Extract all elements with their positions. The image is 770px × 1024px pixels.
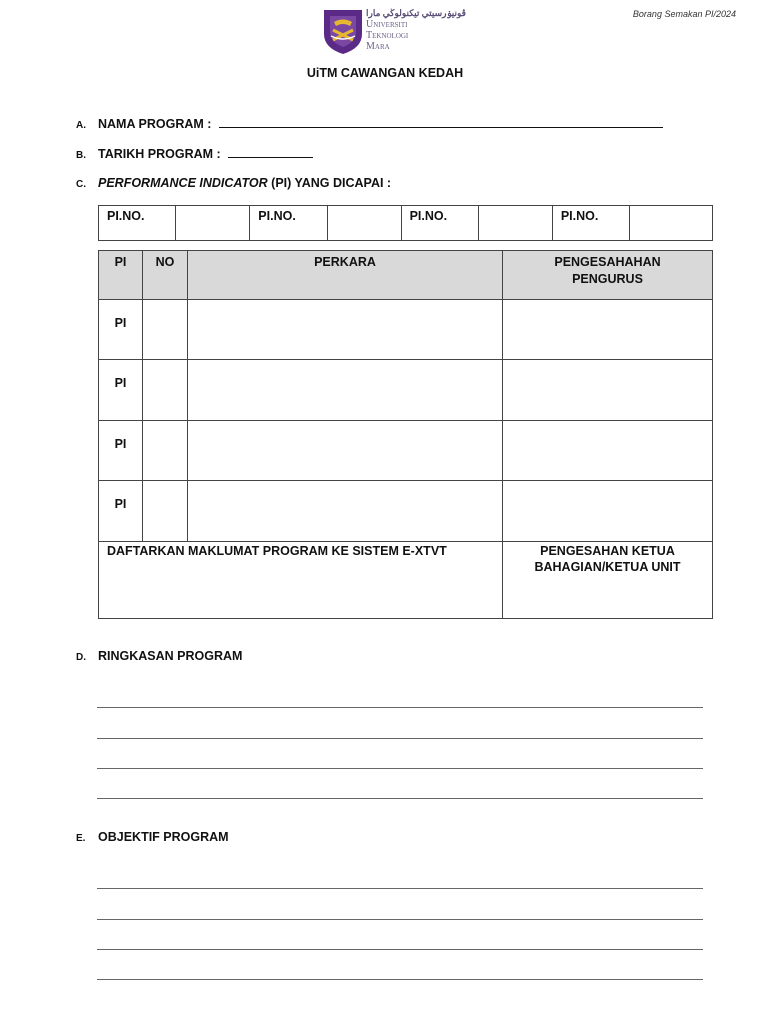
summary-line-3[interactable]: [97, 768, 703, 769]
row-pi-label: PI: [99, 300, 143, 360]
row-no-cell[interactable]: [143, 360, 188, 421]
row-no-cell[interactable]: [143, 300, 188, 360]
row-pengesahan-cell[interactable]: [503, 481, 713, 542]
pi-no-value-4[interactable]: [630, 206, 713, 241]
table-row: [99, 481, 713, 542]
page-title: UiTM CAWANGAN KEDAH: [306, 66, 464, 80]
head-verification-text: PENGESAHAN KETUA BAHAGIAN/KETUA UNIT: [534, 544, 681, 574]
section-a-letter: A.: [76, 120, 86, 131]
pi-no-label-2: PI.NO.: [250, 206, 327, 241]
row-pi-label: PI: [99, 421, 143, 481]
logo-line3: Mara: [366, 41, 390, 52]
row-no-cell[interactable]: [143, 481, 188, 542]
section-c-label-italic: PERFORMANCE INDICATOR: [98, 176, 268, 190]
header-pengesahan-text: PENGESAHAHAN PENGURUS: [554, 255, 661, 286]
section-d: [76, 649, 242, 663]
row-perkara-cell[interactable]: [188, 360, 503, 421]
logo-jawi: ڤونيۏرسيتي تيكنولوڬي مارا: [366, 8, 466, 18]
section-b: [76, 147, 313, 161]
objective-line-2[interactable]: [97, 919, 703, 920]
row-perkara-cell[interactable]: [188, 421, 503, 481]
row-pengesahan-cell[interactable]: [503, 300, 713, 360]
header-pengesahan: [503, 251, 713, 300]
section-c: [76, 176, 391, 190]
summary-line-4[interactable]: [97, 798, 703, 799]
pi-no-label-1: PI.NO.: [99, 206, 176, 241]
objective-line-3[interactable]: [97, 949, 703, 950]
row-no-cell[interactable]: [143, 421, 188, 481]
row-pengesahan-cell[interactable]: [503, 421, 713, 481]
register-xtvt-cell[interactable]: DAFTARKAN MAKLUMAT PROGRAM KE SISTEM E-XTVT: [99, 542, 503, 619]
objective-line-4[interactable]: [97, 979, 703, 980]
header-no: NO: [143, 251, 188, 300]
pi-no-table: [98, 205, 713, 241]
logo-text: [366, 8, 466, 52]
section-a-label: NAMA PROGRAM :: [98, 117, 212, 131]
logo-line1: Universiti: [366, 19, 408, 30]
pi-no-value-3[interactable]: [478, 206, 552, 241]
pi-no-label-3: PI.NO.: [401, 206, 478, 241]
section-e: [76, 830, 229, 844]
section-e-letter: E.: [76, 833, 86, 844]
objective-line-1[interactable]: [97, 888, 703, 889]
row-perkara-cell[interactable]: [188, 481, 503, 542]
header-pi: PI: [99, 251, 143, 300]
table-row: [99, 300, 713, 360]
section-e-label: OBJEKTIF PROGRAM: [98, 830, 229, 844]
section-d-label: RINGKASAN PROGRAM: [98, 649, 243, 663]
pi-no-label-4: PI.NO.: [552, 206, 629, 241]
summary-line-2[interactable]: [97, 738, 703, 739]
pi-no-value-2[interactable]: [327, 206, 401, 241]
head-verification-cell[interactable]: [503, 542, 713, 619]
row-pi-label: PI: [99, 360, 143, 421]
pi-verification-table: [98, 250, 713, 619]
section-d-letter: D.: [76, 652, 86, 663]
table-row: [99, 421, 713, 481]
section-b-letter: B.: [76, 150, 86, 161]
form-code: Borang Semakan PI/2024: [632, 9, 736, 19]
pi-no-value-1[interactable]: [176, 206, 250, 241]
section-c-label-rest: (PI) YANG DICAPAI :: [267, 176, 392, 190]
logo-line2: Teknologi: [366, 30, 409, 41]
summary-line-1[interactable]: [97, 707, 703, 708]
table-row: [99, 360, 713, 421]
row-perkara-cell[interactable]: [188, 300, 503, 360]
row-pengesahan-cell[interactable]: [503, 360, 713, 421]
program-name-field[interactable]: [219, 117, 663, 128]
header-perkara: PERKARA: [188, 251, 503, 300]
section-b-label: TARIKH PROGRAM :: [98, 147, 221, 161]
section-a: [76, 117, 663, 131]
program-date-field[interactable]: [228, 147, 313, 158]
section-c-letter: C.: [76, 179, 86, 190]
row-pi-label: PI: [99, 481, 143, 542]
